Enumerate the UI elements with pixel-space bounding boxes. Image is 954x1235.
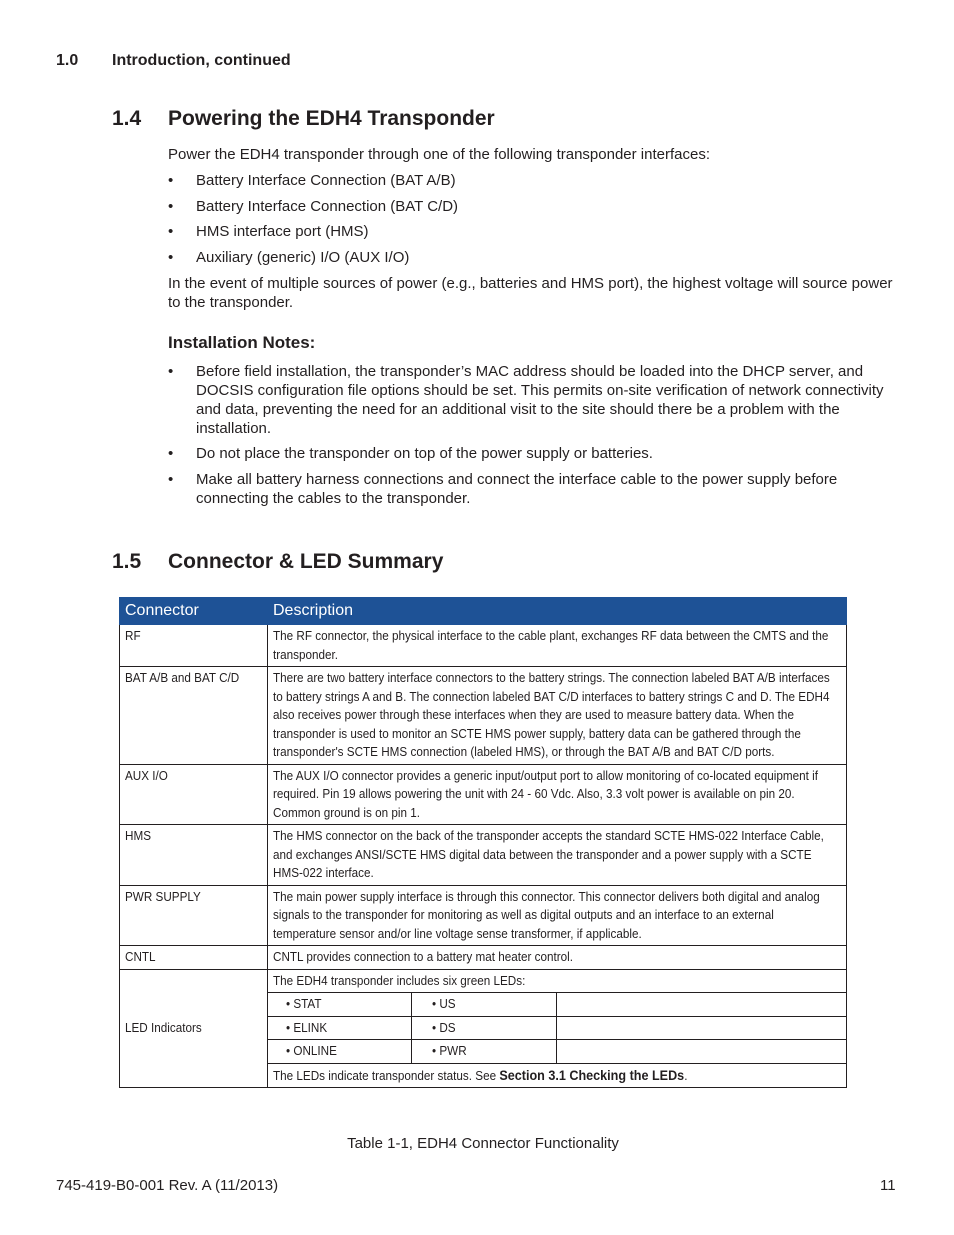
description-cell bbox=[268, 764, 847, 825]
description-text: CNTL provides connection to a battery mat heater control. bbox=[273, 949, 574, 964]
bullet: • bbox=[168, 249, 174, 266]
installation-note: Before field installation, the transponder’s MAC address should be loaded into the DHCP server, and DOCSIS configuration file options should be set. This permits on-site verification of network connectivity and data, preventing the need for an additional visit to the site should there be a problem with the installation. bbox=[196, 363, 884, 437]
table-caption: Table 1-1, EDH4 Connector Functionality bbox=[347, 1135, 619, 1152]
connector-cell bbox=[120, 667, 268, 765]
led-intro: The EDH4 transponder includes six green LEDs: bbox=[273, 972, 526, 988]
list-item bbox=[168, 222, 898, 241]
connector-cell bbox=[120, 885, 268, 946]
multi-source-note: In the event of multiple sources of power (e.g., batteries and HMS port), the highest voltage will source power to the transponder. bbox=[168, 275, 893, 311]
footer-page-number: 11 bbox=[880, 1177, 896, 1194]
connector-name: LED Indicators bbox=[125, 1020, 202, 1035]
connector-cell bbox=[120, 969, 268, 1088]
section-number: 1.5 bbox=[112, 550, 142, 573]
table-row bbox=[120, 625, 847, 667]
led-cell bbox=[268, 1040, 412, 1064]
installation-notes-heading: Installation Notes: bbox=[168, 333, 316, 352]
installation-note: Make all battery harness connections and connect the interface cable to the power supply before connecting the cables to the transponder. bbox=[196, 471, 838, 507]
list-item bbox=[168, 470, 898, 508]
connector-table bbox=[119, 597, 847, 1088]
description-cell bbox=[268, 825, 847, 886]
section-number: 1.4 bbox=[112, 107, 142, 130]
led-status-text bbox=[273, 1066, 839, 1086]
led-name: • ELINK bbox=[286, 1019, 328, 1035]
description-text: The main power supply interface is through this connector. This connector delivers both digital and analog signals to the transponder for monitoring as well as digital outputs and an interface to an external temperature sensor and/or line voltage sense transformer, if applicable. bbox=[273, 888, 820, 941]
section-title: Powering the EDH4 Transponder bbox=[168, 107, 495, 130]
led-name: • PWR bbox=[432, 1043, 467, 1058]
header-connector: Connector bbox=[120, 598, 268, 625]
led-cell-empty bbox=[557, 993, 847, 1017]
table-row bbox=[120, 885, 847, 946]
interface-item: HMS interface port (HMS) bbox=[196, 223, 369, 240]
list-item bbox=[168, 362, 898, 438]
connector-name: PWR SUPPLY bbox=[125, 888, 201, 904]
led-cell bbox=[412, 993, 557, 1017]
bullet: • bbox=[168, 471, 174, 488]
bullet: • bbox=[168, 172, 174, 189]
running-header-title: Introduction, continued bbox=[112, 52, 291, 69]
description-text: The HMS connector on the back of the transponder accepts the standard SCTE HMS-022 Interface Cable, and exchanges ANSI/SCTE HMS digital data between the transponder and a power supply with a SCTE HMS-022 interface. bbox=[273, 828, 824, 880]
table-row bbox=[120, 764, 847, 825]
header-description: Description bbox=[268, 598, 847, 625]
led-status-prefix: The LEDs indicate transponder status. See bbox=[273, 1067, 500, 1083]
bullet: • bbox=[168, 445, 174, 462]
table-row bbox=[120, 946, 847, 970]
bullet: • bbox=[168, 198, 174, 215]
led-cell bbox=[412, 1016, 557, 1040]
led-cell-empty bbox=[557, 1016, 847, 1040]
connector-cell bbox=[120, 946, 268, 970]
installation-note: Do not place the transponder on top of the power supply or batteries. bbox=[196, 445, 653, 462]
table-row bbox=[120, 825, 847, 886]
bullet: • bbox=[168, 223, 174, 240]
table-row-led-intro bbox=[120, 969, 847, 993]
description-cell bbox=[268, 946, 847, 970]
list-item bbox=[168, 444, 898, 463]
led-cell-empty bbox=[557, 1040, 847, 1064]
led-name: • DS bbox=[432, 1019, 456, 1035]
description-text: The RF connector, the physical interface to the cable plant, exchanges RF data between the CMTS and the transponder. bbox=[273, 628, 829, 662]
led-name: • ONLINE bbox=[286, 1043, 337, 1058]
led-status-cell bbox=[268, 1063, 847, 1088]
description-cell bbox=[268, 667, 847, 765]
list-item bbox=[168, 197, 898, 216]
bullet: • bbox=[168, 363, 174, 380]
connector-name: AUX I/O bbox=[125, 767, 168, 783]
table-row bbox=[120, 667, 847, 765]
interface-item: Auxiliary (generic) I/O (AUX I/O) bbox=[196, 249, 410, 266]
connector-cell bbox=[120, 625, 268, 667]
section-1-4-heading bbox=[112, 107, 495, 131]
description-cell bbox=[268, 625, 847, 667]
section-1-5-heading bbox=[112, 550, 443, 574]
led-cell bbox=[412, 1040, 557, 1064]
list-item bbox=[168, 171, 898, 190]
led-status-suffix: . bbox=[684, 1067, 688, 1083]
interface-item: Battery Interface Connection (BAT C/D) bbox=[196, 198, 459, 215]
table-header-row bbox=[120, 598, 847, 625]
description-cell bbox=[268, 885, 847, 946]
connector-name: RF bbox=[125, 628, 141, 643]
connector-name: BAT A/B and BAT C/D bbox=[125, 670, 240, 685]
section-title: Connector & LED Summary bbox=[168, 550, 444, 573]
led-cell bbox=[268, 993, 412, 1017]
led-name: • STAT bbox=[286, 996, 322, 1011]
connector-cell bbox=[120, 825, 268, 886]
connector-name: CNTL bbox=[125, 949, 156, 964]
led-cell bbox=[268, 1016, 412, 1040]
footer-doc-number: 745-419-B0-001 Rev. A (11/2013) bbox=[56, 1177, 279, 1194]
list-item bbox=[168, 248, 898, 267]
connector-name: HMS bbox=[125, 828, 152, 843]
running-header-number: 1.0 bbox=[56, 52, 79, 69]
powering-intro: Power the EDH4 transponder through one of the following transponder interfaces: bbox=[168, 146, 710, 163]
connector-cell bbox=[120, 764, 268, 825]
led-intro-cell bbox=[268, 969, 847, 993]
section-reference: Section 3.1 Checking the LEDs bbox=[499, 1066, 685, 1083]
interface-item: Battery Interface Connection (BAT A/B) bbox=[196, 172, 456, 189]
description-text: The AUX I/O connector provides a generic input/output port to allow monitoring of co-located equipment if required. Pin 19 allows powering the unit with 24 - 60 Vdc. Also, 3.3 volt power is available on pin 20. Common ground is on pin 1. bbox=[273, 767, 819, 820]
led-name: • US bbox=[432, 996, 456, 1011]
description-text: There are two battery interface connectors to the battery strings. The connection labeled BAT A/B interfaces to battery strings A and B. The connection labeled BAT C/D interfaces to battery strings C and D. The EDH4 also receives power through these interfaces when they are used to measure battery data. When the transponder is used to monitor an SCTE HMS power supply, battery data can be gathered through the transponder's SCTE HMS connection (labeled HMS), or through the BAT A/B and BAT C/D ports. bbox=[273, 670, 830, 759]
running-header bbox=[56, 52, 291, 70]
